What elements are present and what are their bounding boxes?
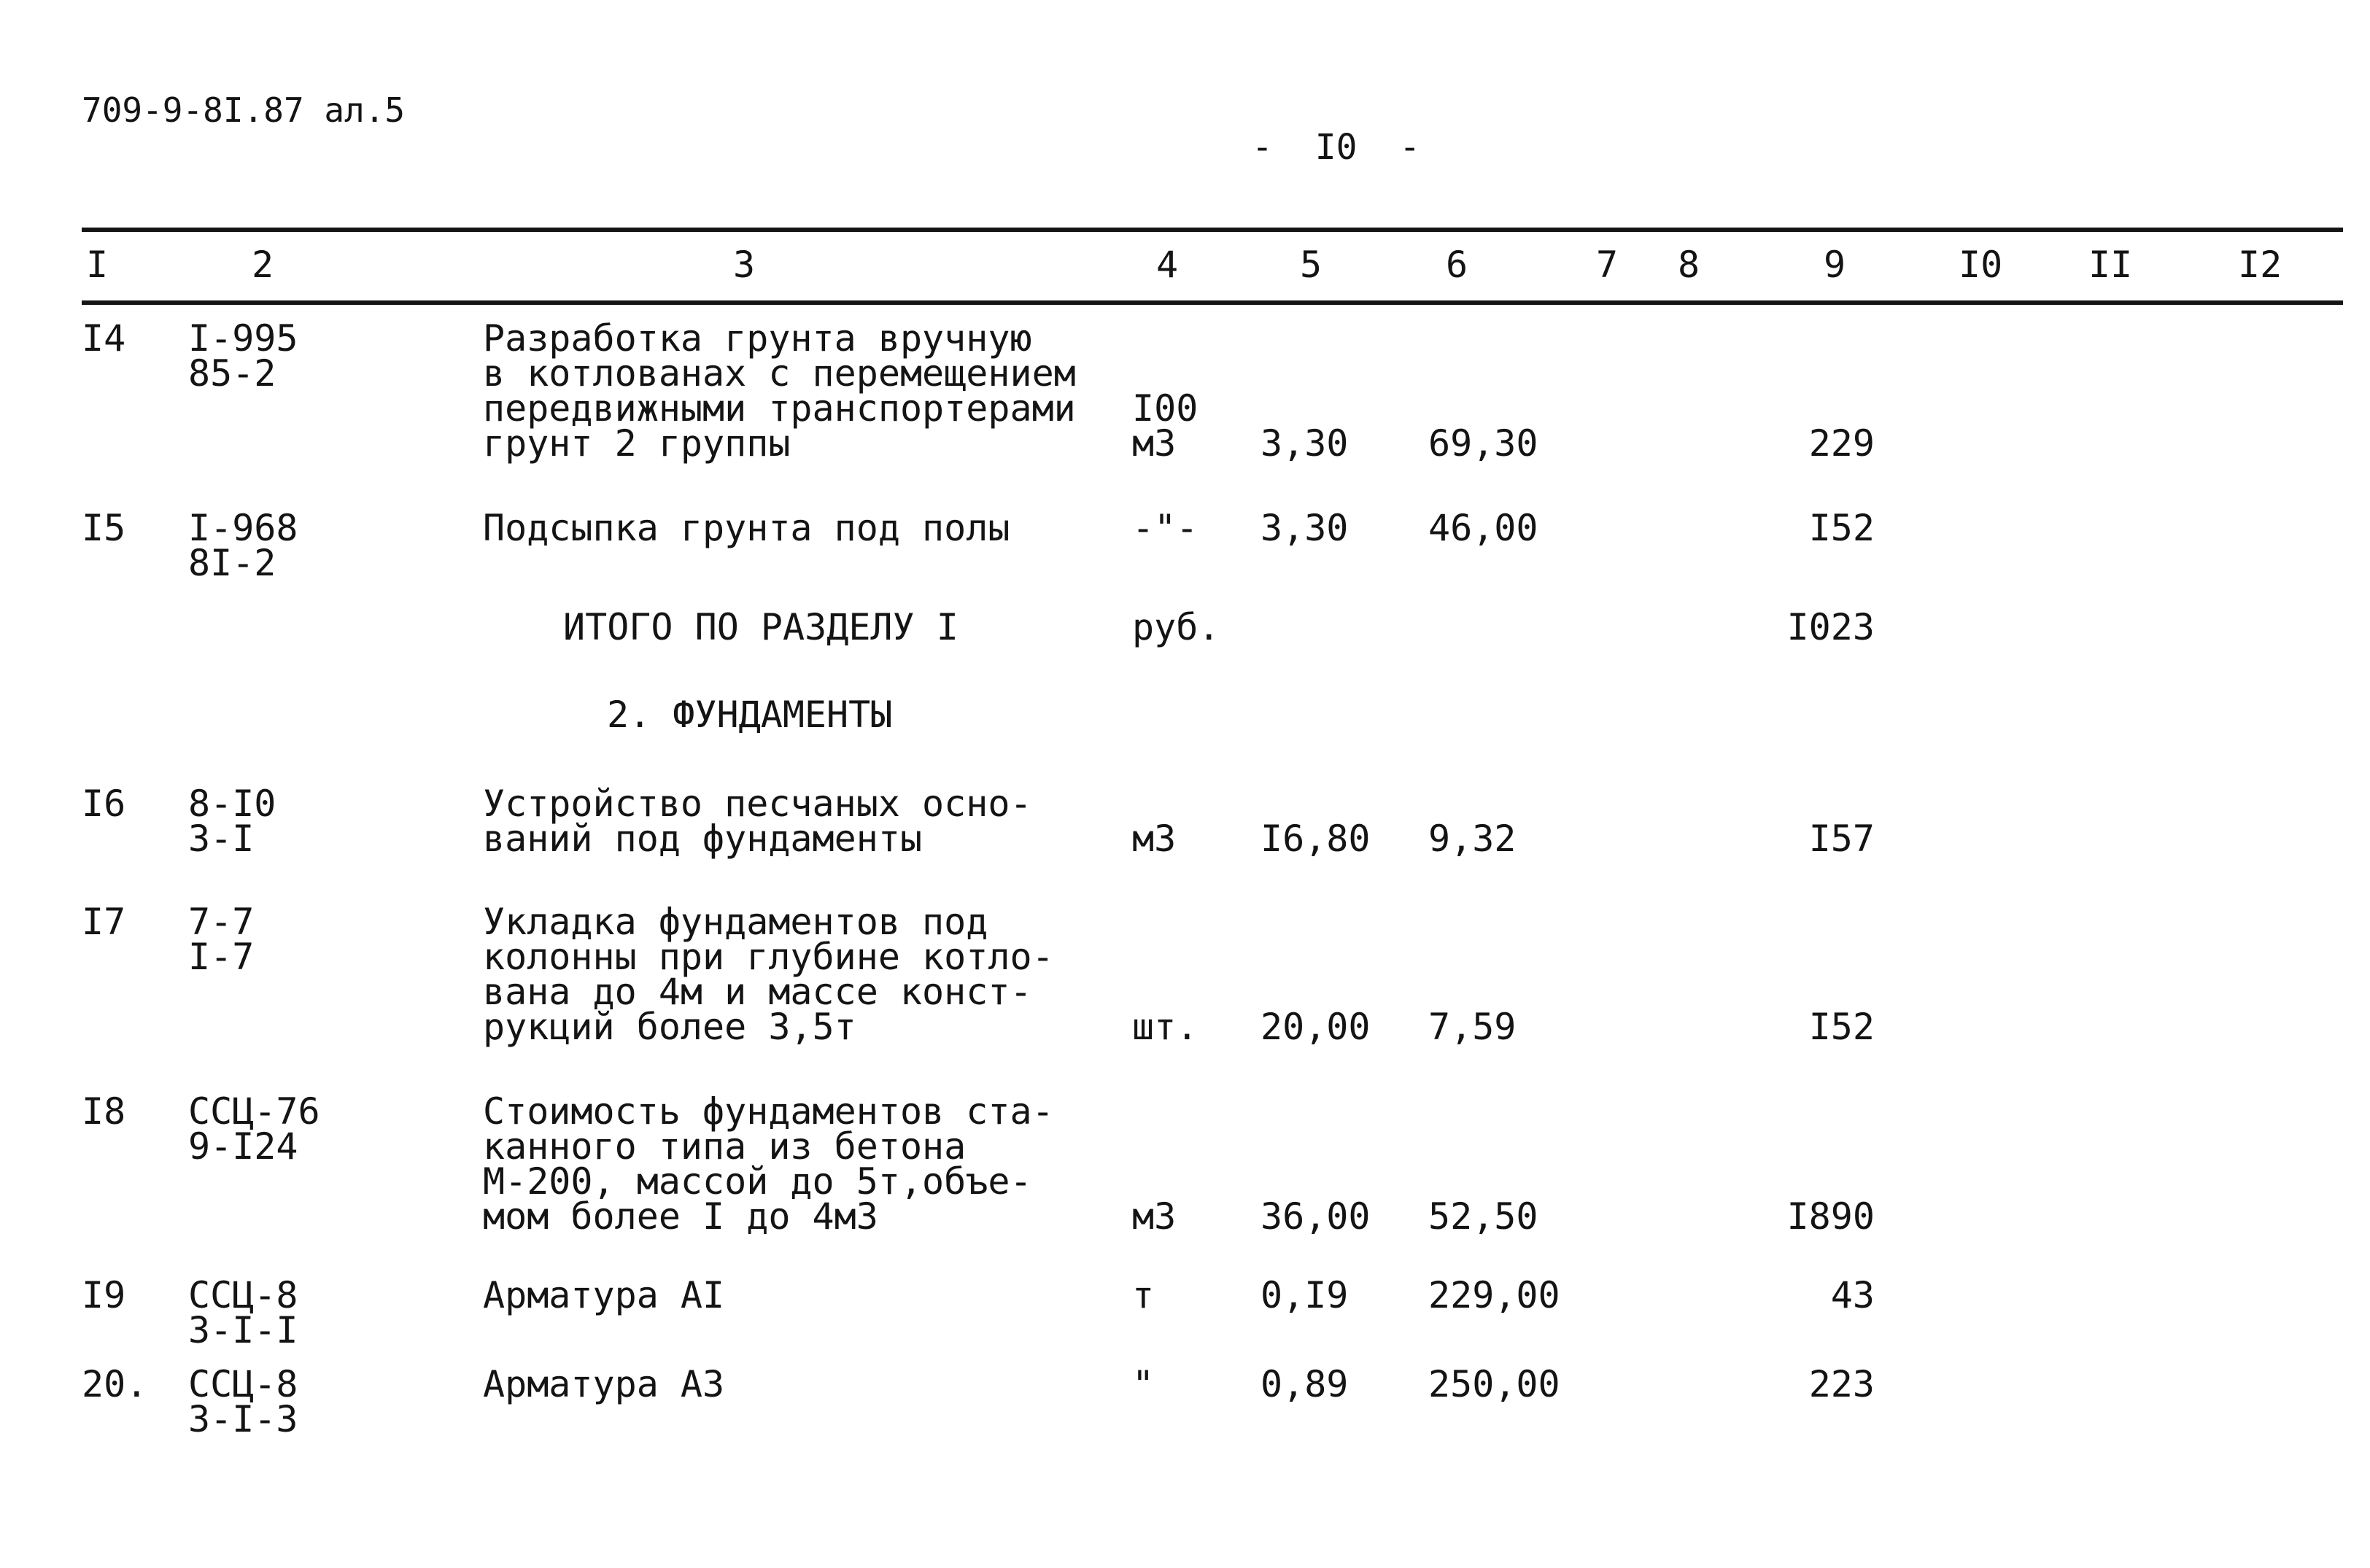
unit-price: 250,00	[1428, 1363, 1560, 1405]
section-total-label: ИТОГО ПО РАЗДЕЛУ I	[563, 606, 959, 648]
document-code: 709-9-8I.87 ал.5	[82, 90, 406, 130]
price-code: I-968 8I-2	[188, 507, 298, 584]
section-title: 2. ФУНДАМЕНТЫ	[607, 694, 893, 736]
column-header-3: 3	[733, 244, 756, 286]
quantity: 0,I9	[1260, 1274, 1349, 1316]
work-description: Разработка грунта вручную в котлованах с перемещением передвижными транспортерами грунт 2 группы	[483, 317, 1076, 465]
work-description: Стоимость фундаментов ста- канного типа из бетона М-200, массой до 5т,объе- мом более I до 4м3	[483, 1090, 1054, 1238]
price-code: ССЦ-8 3-I-3	[188, 1363, 298, 1440]
price-code: ССЦ-8 3-I-I	[188, 1274, 298, 1351]
unit-price: 9,32	[1428, 818, 1517, 860]
table-top-rule	[82, 228, 2343, 232]
unit-of-measure: м3	[1132, 1195, 1177, 1238]
quantity: 3,30	[1260, 507, 1349, 549]
work-description: Арматура АI	[483, 1274, 725, 1316]
unit-of-measure: м3	[1132, 818, 1177, 860]
total-cost: 229	[1808, 422, 1875, 465]
column-header-1: I	[86, 244, 109, 286]
column-header-12: I2	[2238, 244, 2282, 286]
column-header-9: 9	[1824, 244, 1846, 286]
work-description: Подсыпка грунта под полы	[483, 507, 1010, 549]
quantity: 3,30	[1260, 422, 1349, 465]
work-description: Укладка фундаментов под колонны при глубине котло- вана до 4м и массе конст- рукций более 3,5т	[483, 901, 1054, 1048]
quantity: I6,80	[1260, 818, 1371, 860]
row-number: I8	[82, 1090, 126, 1133]
column-header-6: 6	[1446, 244, 1468, 286]
work-description: Арматура А3	[483, 1363, 725, 1405]
column-header-11: II	[2088, 244, 2133, 286]
column-header-7: 7	[1596, 244, 1619, 286]
unit-price: 52,50	[1428, 1195, 1538, 1238]
total-cost: 43	[1830, 1274, 1875, 1316]
total-cost: I023	[1786, 606, 1875, 648]
column-header-10: I0	[1959, 244, 2003, 286]
price-code: 8-I0 3-I	[188, 783, 276, 860]
row-number: 20.	[82, 1363, 148, 1405]
row-number: I9	[82, 1274, 126, 1316]
unit-of-measure: I00 м3	[1132, 387, 1198, 465]
unit-price: 7,59	[1428, 1006, 1517, 1048]
unit-of-measure: -"-	[1132, 507, 1198, 549]
price-code: I-995 85-2	[188, 317, 298, 395]
row-number: I6	[82, 783, 126, 825]
total-cost: I890	[1786, 1195, 1875, 1238]
row-number: I7	[82, 901, 126, 943]
unit-of-measure: т	[1132, 1274, 1155, 1316]
column-header-4: 4	[1156, 244, 1179, 286]
row-number: I4	[82, 317, 126, 360]
quantity: 20,00	[1260, 1006, 1371, 1048]
unit-of-measure: руб.	[1132, 606, 1220, 648]
column-header-5: 5	[1300, 244, 1323, 286]
column-header-2: 2	[252, 244, 274, 286]
unit-price: 229,00	[1428, 1274, 1560, 1316]
unit-of-measure: шт.	[1132, 1006, 1198, 1048]
page-number: - I0 -	[1252, 127, 1421, 168]
unit-price: 69,30	[1428, 422, 1538, 465]
total-cost: 223	[1808, 1363, 1875, 1405]
price-code: ССЦ-76 9-I24	[188, 1090, 320, 1168]
quantity: 0,89	[1260, 1363, 1349, 1405]
unit-of-measure: "	[1132, 1363, 1155, 1405]
total-cost: I57	[1808, 818, 1875, 860]
row-number: I5	[82, 507, 126, 549]
unit-price: 46,00	[1428, 507, 1538, 549]
total-cost: I52	[1808, 507, 1875, 549]
table-header-rule	[82, 300, 2343, 305]
total-cost: I52	[1808, 1006, 1875, 1048]
work-description: Устройство песчаных осно- ваний под фундаменты	[483, 783, 1032, 860]
price-code: 7-7 I-7	[188, 901, 255, 978]
column-header-8: 8	[1678, 244, 1700, 286]
quantity: 36,00	[1260, 1195, 1371, 1238]
